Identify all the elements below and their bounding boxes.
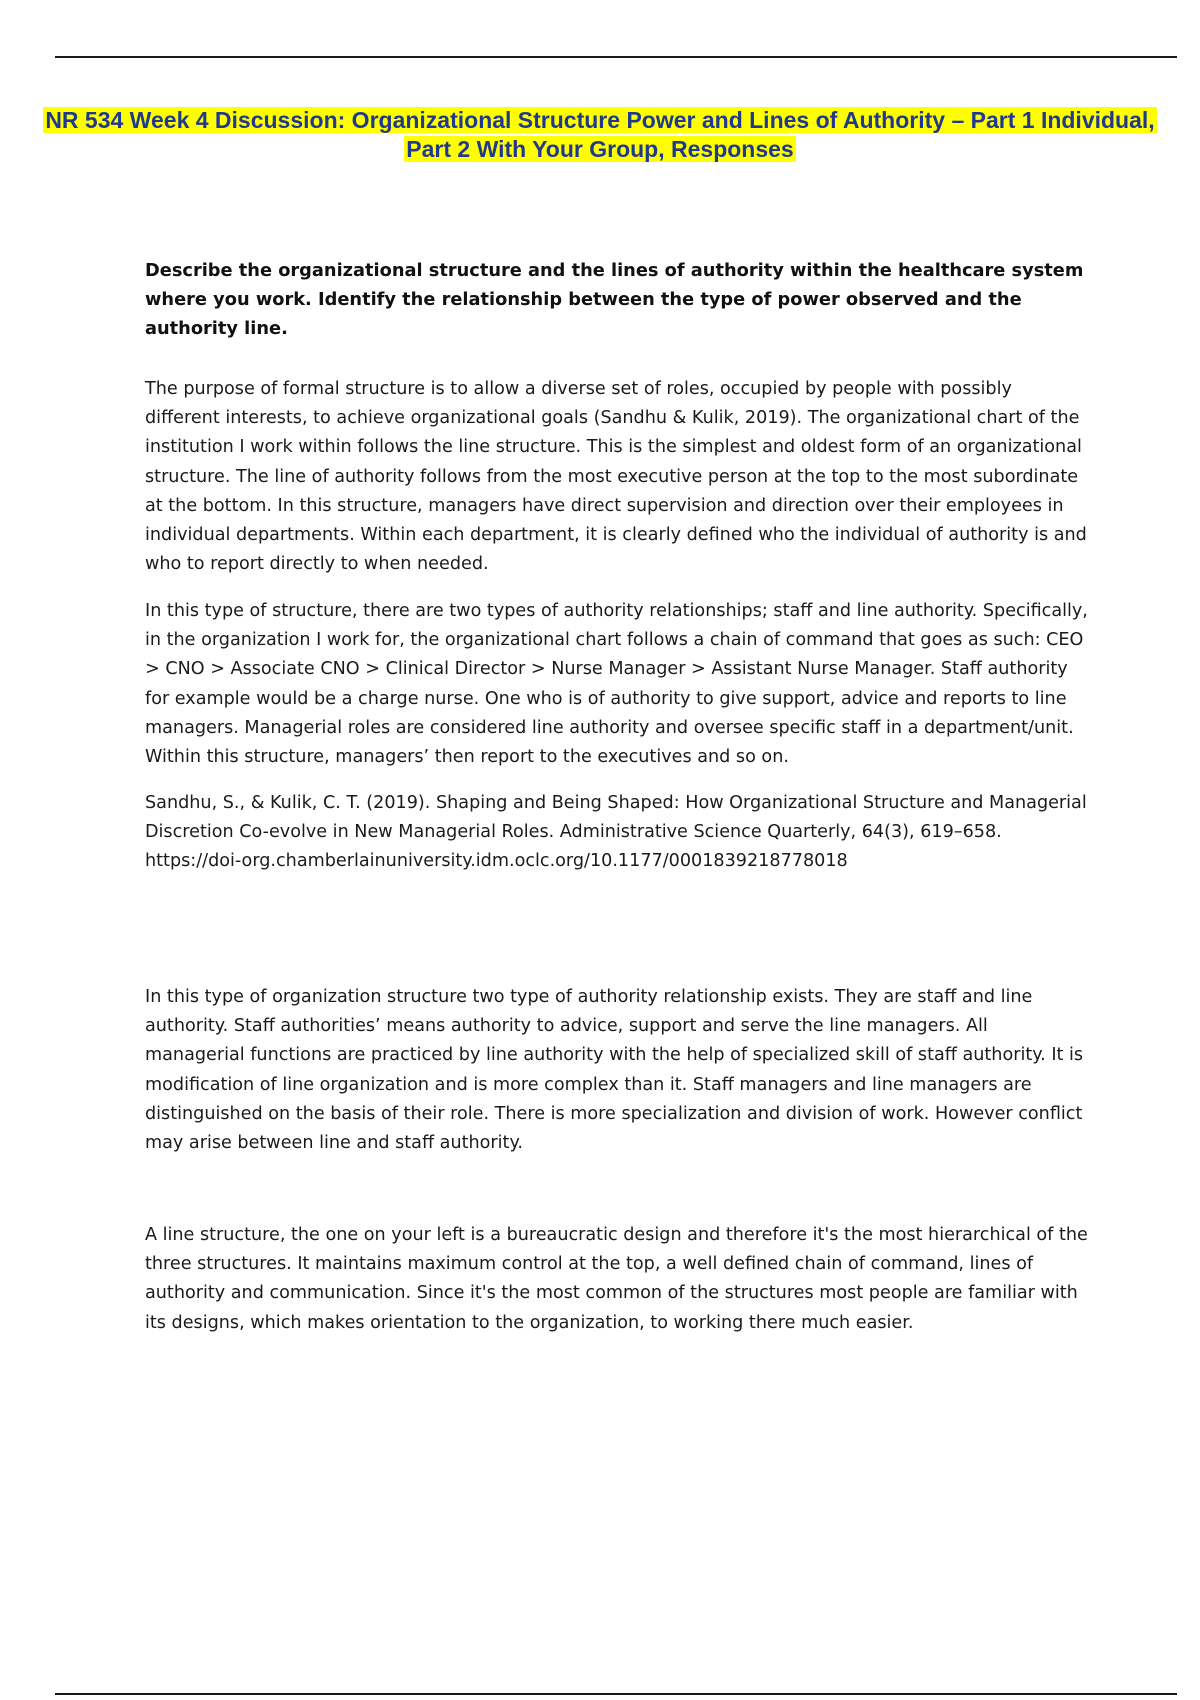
discussion-prompt	[145, 256, 1090, 344]
paragraph-line-structure	[145, 1221, 1090, 1338]
paragraph-authority-relationships	[145, 597, 1090, 772]
paragraph-text: In this type of organization structure two type of authority relationship exists. They are staff and line authority. Staff authorities’ means authority to advice, support and serve the line managers. All managerial functions are practiced by line authority with the help of specialized skill of staff authority. It is modification of line organization and is more complex than it. Staff managers and line managers are distinguished on the basis of their role. There is more specialization and division of work. However conflict may arise between line and staff authority.	[145, 987, 1084, 1154]
reference-citation	[145, 789, 1090, 877]
reference-text: Sandhu, S., & Kulik, C. T. (2019). Shaping and Being Shaped: How Organizational Structure and Managerial Discretion Co-evolve in New Managerial Roles. Administrative Science Quarterly, 64(3), 619–658. https://doi-org.chamberlainuniversity.idm.oclc.org/10.1177/0001839218778018	[145, 793, 1087, 872]
paragraph-text: A line structure, the one on your left is a bureaucratic design and therefore it's the most hierarchical of the three structures. It maintains maximum control at the top, a well defined chain of command, lines of authority and communication. Since it's the most common of the structures most people are familiar with its designs, which makes orientation to the organization, to working there much easier.	[145, 1225, 1088, 1333]
paragraph-staff-line-authority	[145, 983, 1090, 1158]
top-divider	[55, 56, 1177, 58]
discussion-prompt-text: Describe the organizational structure and the lines of authority within the healthcare system where you work. Identify the relationship between the type of power observed and the authority line.	[145, 260, 1084, 340]
document-title	[40, 106, 1160, 164]
bottom-divider	[55, 1693, 1177, 1695]
paragraph-formal-structure	[145, 375, 1090, 579]
paragraph-text: The purpose of formal structure is to allow a diverse set of roles, occupied by people with possibly different interests, to achieve organizational goals (Sandhu & Kulik, 2019). The organizational chart of the institution I work within follows the line structure. This is the simplest and oldest form of an organizational structure. The line of authority follows from the most executive person at the top to the most subordinate at the bottom. In this structure, managers have direct supervision and direction over their employees in individual departments. Within each department, it is clearly defined who the individual of authority is and who to report directly to when needed.	[145, 379, 1087, 575]
document-title-text: NR 534 Week 4 Discussion: Organizational Structure Power and Lines of Authority – Part 1 Individual, Part 2 With Your Group, Responses	[45, 107, 1155, 162]
paragraph-text: In this type of structure, there are two types of authority relationships; staff and line authority. Specifically, in the organization I work for, the organizational chart follows a chain of command that goes as such: CEO > CNO > Associate CNO > Clinical Director > Nurse Manager > Assistant Nurse Manager. Staff authority for example would be a charge nurse. One who is of authority to give support, advice and reports to line managers. Managerial roles are considered line authority and oversee specific staff in a department/unit. Within this structure, managers’ then report to the executives and so on.	[145, 601, 1088, 768]
